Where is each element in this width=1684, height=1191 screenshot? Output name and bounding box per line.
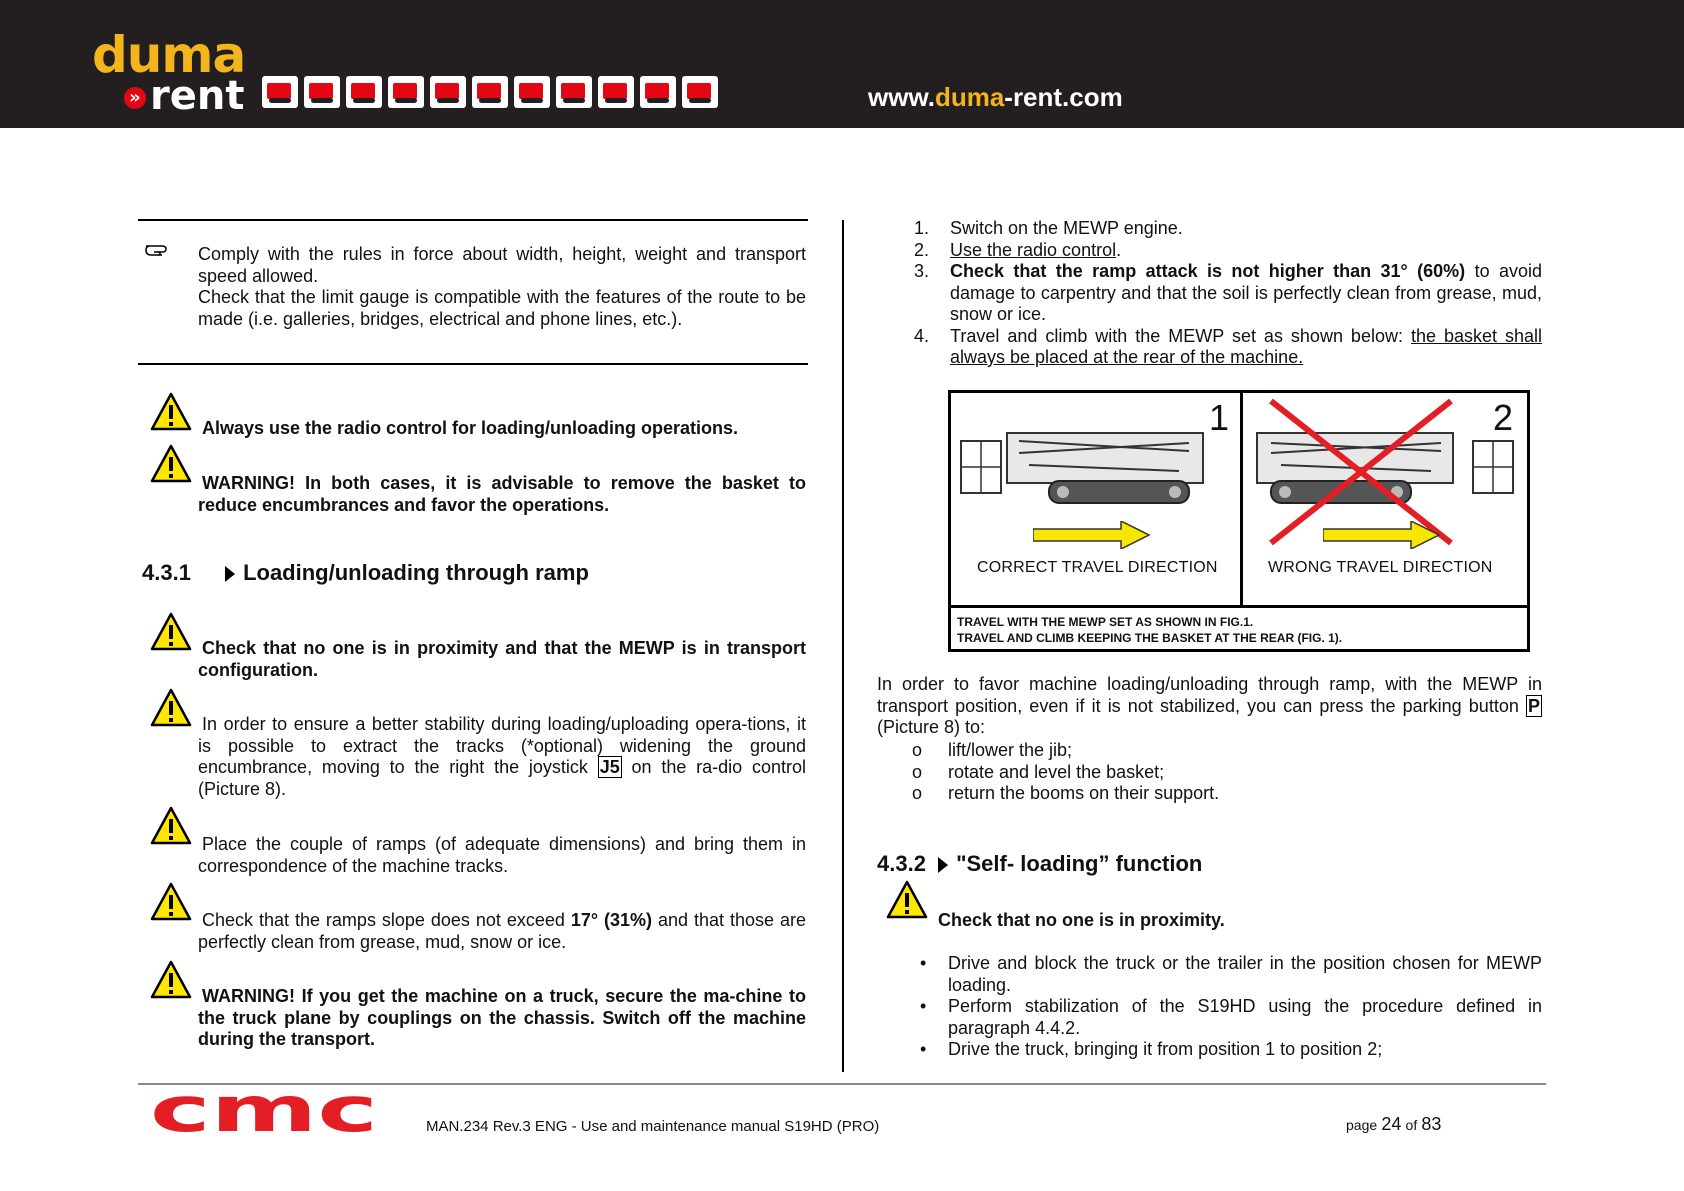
bullet-dot: • <box>920 953 927 973</box>
logo-arrow-icon: » <box>124 87 146 109</box>
step-number: 2. <box>914 239 930 260</box>
machine-icon-strip <box>262 76 718 108</box>
parking-button-paragraph <box>877 674 1542 739</box>
arrow-right-icon <box>1033 521 1151 549</box>
warning-icon <box>150 612 192 652</box>
page-indicator <box>1346 1114 1441 1135</box>
step-item <box>910 240 1542 262</box>
warning-self-loading: Check that no one is in proximity. <box>938 910 1225 930</box>
parking-text-a: In order to favor machine loading/unloading through ramp, with the MEWP in transport position, even if it is not stabilized, you can press the parking button <box>877 674 1542 716</box>
wrong-direction-label: WRONG TRAVEL DIRECTION <box>1268 559 1493 576</box>
machine-icon <box>346 76 382 108</box>
machine-icon <box>682 76 718 108</box>
bullet-dot: • <box>920 996 927 1016</box>
warning-ramp-slope <box>198 910 806 953</box>
list-item <box>918 953 1542 996</box>
duma-logo-text: duma <box>92 26 246 84</box>
machine-icon <box>304 76 340 108</box>
list-item <box>912 740 1512 762</box>
arrow-right-icon <box>1323 521 1441 549</box>
figure-caption-divider <box>951 605 1527 608</box>
section-heading-431 <box>142 560 589 586</box>
list-item-text: Drive the truck, bringing it from position 1 to position 2; <box>948 1039 1383 1059</box>
step-period: . <box>1116 239 1122 260</box>
section-title: "Self- loading” function <box>956 851 1203 876</box>
self-loading-bullets <box>918 953 1542 1061</box>
slope-text-b: and that those are perfectly clean from grease, mud, snow or ice. <box>198 910 806 952</box>
warning-truck-transport: WARNING! If you get the machine on a truck, secure the ma-chine to the truck plane by couplings on the chassis. Switch off the machine during the transport. <box>198 986 806 1049</box>
step-bold-text: Check that the ramp attack is not higher than 31° (60%) <box>950 261 1466 281</box>
parking-key-p: P <box>1527 695 1540 716</box>
machine-icon <box>430 76 466 108</box>
slope-text-a: Check that the ramps slope does not exceed <box>202 910 565 930</box>
list-item-text: Perform stabilization of the S19HD using the procedure defined in paragraph 4.4.2. <box>948 996 1542 1038</box>
warning-icon <box>150 444 192 484</box>
machine-icon <box>262 76 298 108</box>
step-underline-text: the basket shall always be placed at the rear of the machine. <box>950 325 1542 367</box>
step-text: Switch on the MEWP engine. <box>950 218 1183 238</box>
warning-icon <box>150 688 192 728</box>
warning-icon <box>150 392 192 432</box>
list-item <box>918 1039 1542 1061</box>
footer-document-title: MAN.234 Rev.3 ENG - Use and maintenance manual S19HD (PRO) <box>426 1118 880 1135</box>
correct-direction-label: CORRECT TRAVEL DIRECTION <box>977 559 1218 576</box>
circle-bullet: o <box>912 783 923 803</box>
warning-icon <box>150 960 192 1000</box>
note-paragraph <box>198 244 806 330</box>
list-item-text: lift/lower the jib; <box>948 740 1073 760</box>
step-item <box>910 326 1542 369</box>
list-item <box>912 762 1512 784</box>
slope-value: 17° (31%) <box>570 910 653 930</box>
cmc-logo <box>150 1087 380 1135</box>
step-text: Travel and climb with the MEWP set as shown below: <box>950 325 1403 346</box>
circle-bullet: o <box>912 740 923 760</box>
header-bar <box>0 0 1684 128</box>
figure-number-2: 2 <box>1493 397 1514 438</box>
parking-sub-list <box>912 740 1512 805</box>
step-item <box>910 218 1542 240</box>
cmc-logo-text: cmc <box>150 1087 378 1135</box>
travel-direction-figure <box>948 390 1530 652</box>
triangle-right-icon <box>938 857 948 873</box>
parking-text-b: (Picture 8) to: <box>877 717 986 737</box>
bullet-dot: • <box>920 1039 927 1059</box>
section-number: 4.3.2 <box>877 851 926 876</box>
section-number: 4.3.1 <box>142 560 191 585</box>
machine-drawing-correct <box>959 421 1211 511</box>
logo-rent-word: rent <box>150 73 245 119</box>
figure-caption-2: TRAVEL AND CLIMB KEEPING THE BASKET AT THE REAR (FIG. 1). <box>957 631 1343 645</box>
machine-icon <box>472 76 508 108</box>
note-top-divider <box>138 219 808 221</box>
page-of: of <box>1405 1117 1418 1133</box>
machine-icon <box>388 76 424 108</box>
track-text-a: In order to ensure a better stability during loading/uploading opera-tions, it is possible to extract the tracks (*optional) widening the ground encumbrance, moving to the right the joystick <box>198 714 806 777</box>
step-item <box>910 261 1542 326</box>
warning-icon <box>150 882 192 922</box>
steps-list <box>910 218 1542 369</box>
figure-number-1: 1 <box>1209 397 1230 438</box>
radio-control-link[interactable]: Use the radio control <box>950 239 1117 260</box>
circle-bullet: o <box>912 761 923 782</box>
pointing-hand-icon <box>144 240 174 258</box>
machine-icon <box>514 76 550 108</box>
website-brand: duma <box>934 82 1005 112</box>
list-item-text: Drive and block the truck or the trailer in the position chosen for MEWP loading. <box>948 953 1542 995</box>
page-label: page <box>1346 1117 1378 1133</box>
figure-caption-1: TRAVEL WITH THE MEWP SET AS SHOWN IN FIG.1. <box>957 615 1254 629</box>
page-number: 24 <box>1381 1114 1402 1134</box>
warning-icon <box>150 806 192 846</box>
warning-track-extension <box>198 714 806 800</box>
warning-remove-basket: WARNING! In both cases, it is advisable to remove the basket to reduce encumbrances and favor the operations. <box>198 473 806 515</box>
list-item <box>912 783 1512 805</box>
section-title: Loading/unloading through ramp <box>243 560 589 585</box>
note-bottom-divider <box>138 363 808 365</box>
machine-icon <box>640 76 676 108</box>
step-number: 3. <box>914 261 930 281</box>
page-total: 83 <box>1421 1114 1442 1134</box>
list-item-text: rotate and level the basket; <box>948 761 1165 782</box>
track-text-b: on the ra-dio control (Picture 8). <box>198 757 806 799</box>
website-suffix: -rent.com <box>1004 82 1123 112</box>
step-text: to avoid damage to carpentry and that the soil is perfectly clean from grease, mud, snow or ice. <box>950 261 1542 324</box>
note-text-1: Comply with the rules in force about width, height, weight and transport speed allowed. <box>198 244 806 286</box>
section-heading-432 <box>877 851 1202 877</box>
list-item <box>918 996 1542 1039</box>
triangle-right-icon <box>225 566 235 582</box>
joystick-key-j5: J5 <box>599 757 620 777</box>
step-number: 4. <box>914 325 930 346</box>
warning-no-one-proximity: Check that no one is in proximity and that the MEWP is in transport configuration. <box>198 638 806 680</box>
warning-icon <box>886 880 928 920</box>
website-prefix: www. <box>868 82 935 112</box>
footer-divider <box>138 1083 1546 1085</box>
step-number: 1. <box>914 218 930 238</box>
warning-radio-control: Always use the radio control for loading/unloading operations. <box>202 418 739 438</box>
machine-icon <box>598 76 634 108</box>
note-text-2: Check that the limit gauge is compatible with the features of the route to be made (i.e. galleries, bridges, electrical and phone lines, etc.). <box>198 287 806 329</box>
column-divider <box>842 220 844 1072</box>
warning-place-ramps: Place the couple of ramps (of adequate dimensions) and bring them in correspondence of the machine tracks. <box>198 834 806 876</box>
rent-logo-text <box>124 74 244 118</box>
machine-icon <box>556 76 592 108</box>
figure-divider <box>1240 393 1243 605</box>
website-link[interactable] <box>868 82 1123 113</box>
list-item-text: return the booms on their support. <box>948 783 1220 803</box>
